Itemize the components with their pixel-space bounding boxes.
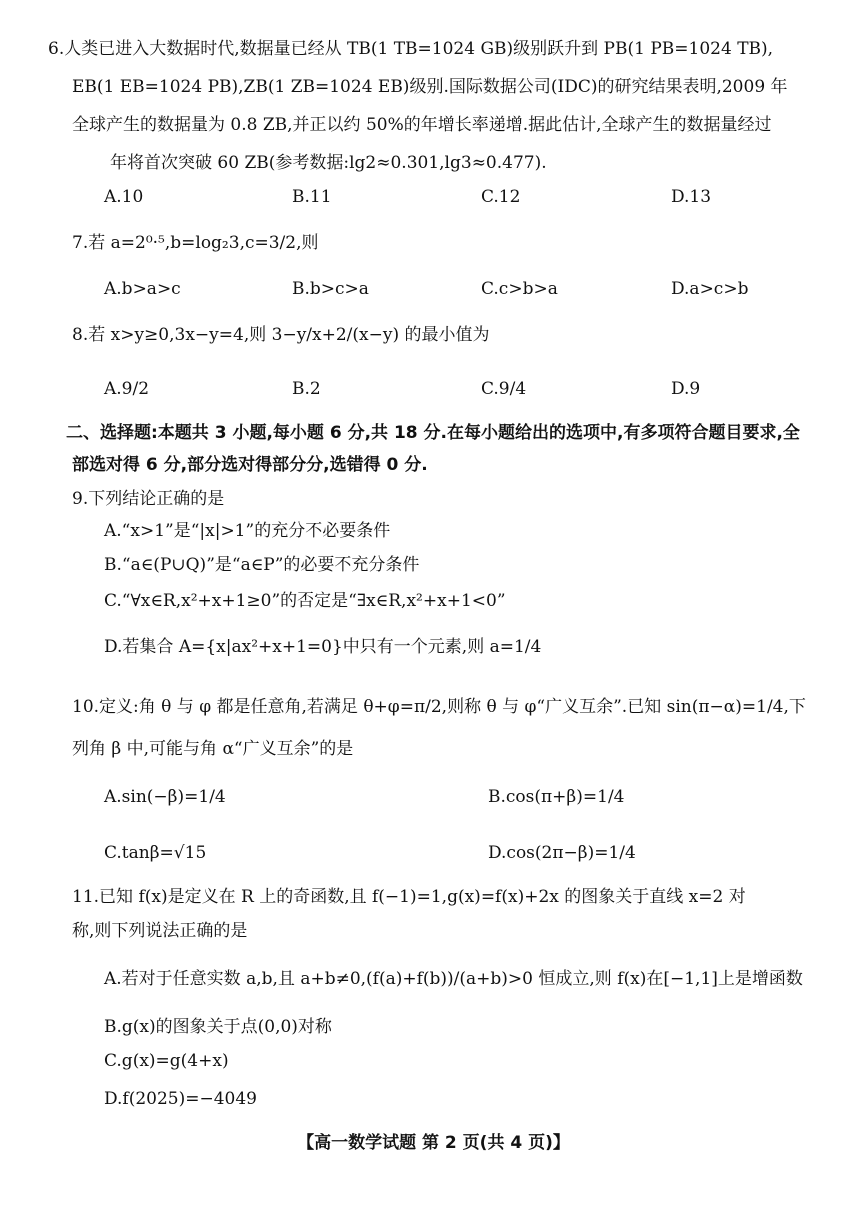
q6-option-c: C.12 — [481, 187, 521, 207]
section2-instruction-line-2: 部选对得 6 分,部分选对得部分分,选错得 0 分. — [72, 455, 428, 475]
q8-option-b: B.2 — [292, 379, 321, 399]
q11-option-d: D.f(2025)=−4049 — [104, 1089, 257, 1109]
q7-option-c: C.c>b>a — [481, 279, 558, 299]
q9-option-b: B.“a∈(P∪Q)”是“a∈P”的必要不充分条件 — [104, 555, 420, 575]
q7-option-a: A.b>a>c — [104, 279, 181, 299]
q6-option-d: D.13 — [671, 187, 712, 207]
q11-line-2: 称,则下列说法正确的是 — [72, 921, 248, 941]
q6-option-a: A.10 — [104, 187, 144, 207]
q6-line-4: 年将首次突破 60 ZB(参考数据:lg2≈0.301,lg3≈0.477). — [110, 153, 547, 173]
q10-option-b: B.cos(π+β)=1/4 — [488, 787, 625, 807]
q11-option-a: A.若对于任意实数 a,b,且 a+b≠0,(f(a)+f(b))/(a+b)>0 恒成立,则 f(x)在[−1,1]上是增函数 — [104, 969, 803, 989]
q10-option-c: C.tanβ=√15 — [104, 843, 207, 863]
q8-option-d: D.9 — [671, 379, 701, 399]
page-footer: 【高一数学试题 第 2 页(共 4 页)】 — [297, 1133, 570, 1153]
q9-option-d: D.若集合 A={x|ax²+x+1=0}中只有一个元素,则 a=1/4 — [104, 637, 542, 657]
q10-line-1: 10.定义:角 θ 与 φ 都是任意角,若满足 θ+φ=π/2,则称 θ 与 φ“广义互余”.已知 sin(π−α)=1/4,下 — [72, 697, 806, 717]
q10-line-2: 列角 β 中,可能与角 α“广义互余”的是 — [72, 739, 354, 759]
q9-option-c: C.“∀x∈R,x²+x+1≥0”的否定是“∃x∈R,x²+x+1<0” — [104, 591, 506, 611]
q10-option-d: D.cos(2π−β)=1/4 — [488, 843, 636, 863]
q8-option-c: C.9/4 — [481, 379, 527, 399]
q6-line-2: EB(1 EB=1024 PB),ZB(1 ZB=1024 EB)级别.国际数据公司(IDC)的研究结果表明,2009 年 — [72, 77, 788, 97]
q8-stem: 8.若 x>y≥0,3x−y=4,则 3−y/x+2/(x−y) 的最小值为 — [72, 325, 490, 345]
q7-stem: 7.若 a=2⁰·⁵,b=log₂3,c=3/2,则 — [72, 233, 319, 253]
q10-option-a: A.sin(−β)=1/4 — [104, 787, 226, 807]
q8-option-a: A.9/2 — [104, 379, 150, 399]
q11-option-b: B.g(x)的图象关于点(0,0)对称 — [104, 1017, 332, 1037]
q7-option-d: D.a>c>b — [671, 279, 749, 299]
q9-stem: 9.下列结论正确的是 — [72, 489, 225, 509]
section2-instruction-line-1: 二、选择题:本题共 3 小题,每小题 6 分,共 18 分.在每小题给出的选项中,有多项符合题目要求,全 — [66, 423, 800, 443]
q9-option-a: A.“x>1”是“|x|>1”的充分不必要条件 — [104, 521, 391, 541]
q7-option-b: B.b>c>a — [292, 279, 369, 299]
q6-line-1: 6.人类已进入大数据时代,数据量已经从 TB(1 TB=1024 GB)级别跃升到 PB(1 PB=1024 TB), — [48, 39, 774, 59]
q11-option-c: C.g(x)=g(4+x) — [104, 1051, 229, 1071]
q6-line-3: 全球产生的数据量为 0.8 ZB,并正以约 50%的年增长率递增.据此估计,全球产生的数据量经过 — [72, 115, 772, 135]
q6-option-b: B.11 — [292, 187, 332, 207]
q11-line-1: 11.已知 f(x)是定义在 R 上的奇函数,且 f(−1)=1,g(x)=f(x)+2x 的图象关于直线 x=2 对 — [72, 887, 746, 907]
